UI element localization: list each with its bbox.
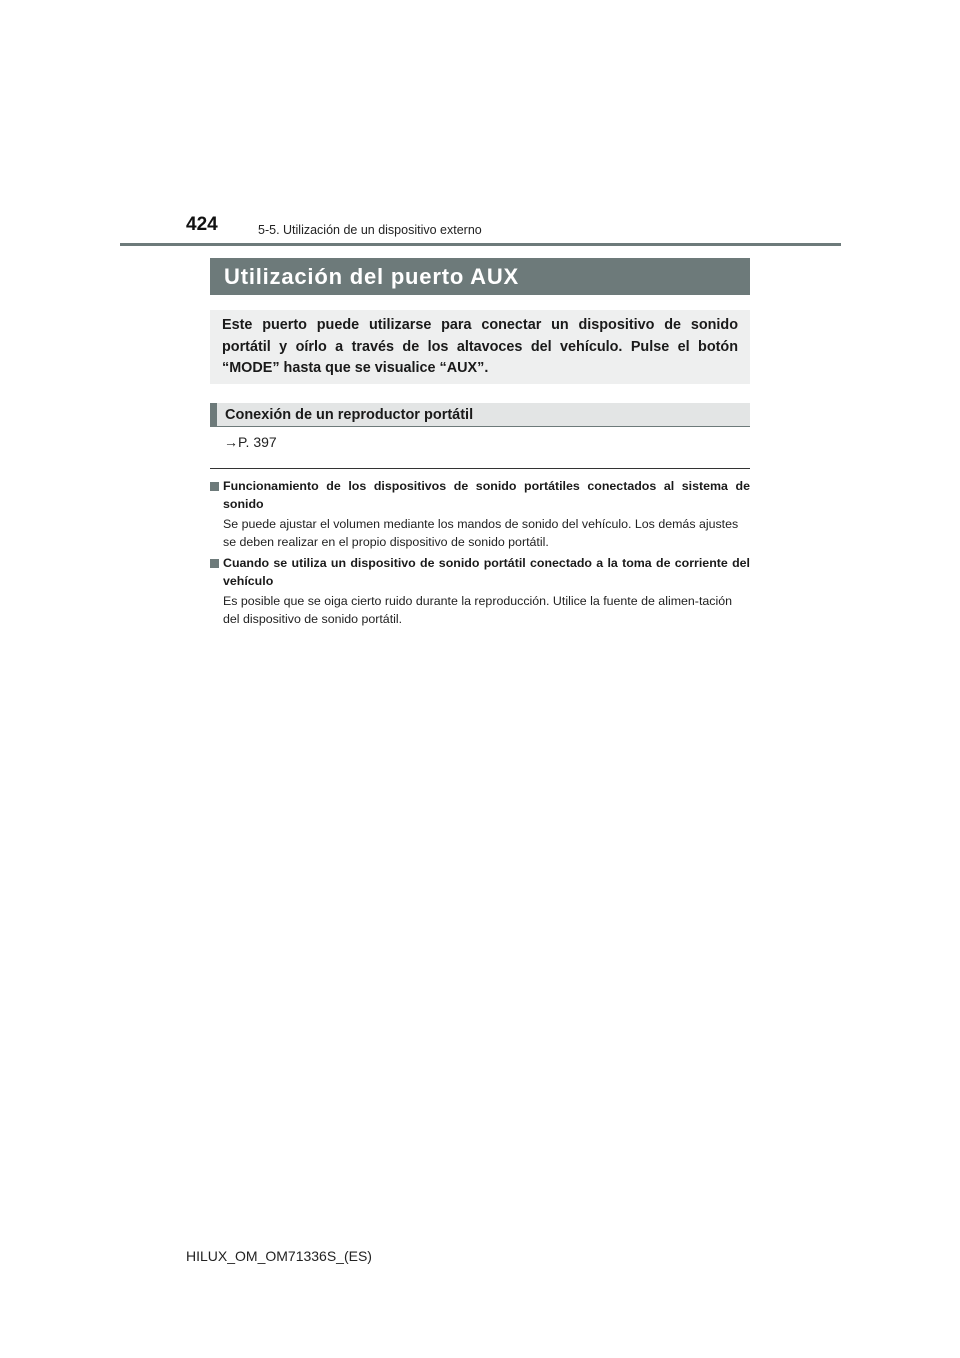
note-heading: Funcionamiento de los dispositivos de sonido portátiles conectados al sistema de sonido: [223, 479, 750, 511]
page-number: 424: [186, 214, 218, 235]
note-item: [210, 478, 750, 551]
subsection-heading: [210, 403, 750, 427]
intro-box: Este puerto puede utilizarse para conectar un dispositivo de sonido portátil y oírlo a través de los altavoces del vehículo. Pulse el botón “MODE” hasta que se visualice “AUX”.: [210, 310, 750, 384]
notes-rule: [210, 468, 750, 469]
note-body: Es posible que se oiga cierto ruido durante la reproducción. Utilice la fuente de alimen-tación del dispositivo de sonido portátil.: [223, 594, 733, 626]
notes-section: [210, 478, 750, 632]
arrow-icon: →: [224, 434, 238, 450]
note-item: [210, 555, 750, 628]
document-code: HILUX_OM_OM71336S_(ES): [186, 1248, 372, 1264]
subsection-heading-text: Conexión de un reproductor portátil: [225, 406, 474, 423]
note-body: Se puede ajustar el volumen mediante los mandos de sonido del vehículo. Los demás ajustes se deben realizar en el propio dispositivo de sonido portátil.: [223, 517, 739, 549]
square-bullet-icon: [210, 559, 219, 568]
page-reference: [224, 434, 277, 450]
square-bullet-icon: [210, 482, 219, 491]
note-heading: Cuando se utiliza un dispositivo de sonido portátil conectado a la toma de corriente del vehículo: [223, 556, 750, 588]
page-title: Utilización del puerto AUX: [224, 263, 520, 289]
page-reference-link[interactable]: P. 397: [238, 434, 277, 450]
section-path: 5-5. Utilización de un dispositivo externo: [258, 223, 482, 237]
header-rule: [120, 243, 841, 246]
title-bar: [210, 258, 750, 295]
